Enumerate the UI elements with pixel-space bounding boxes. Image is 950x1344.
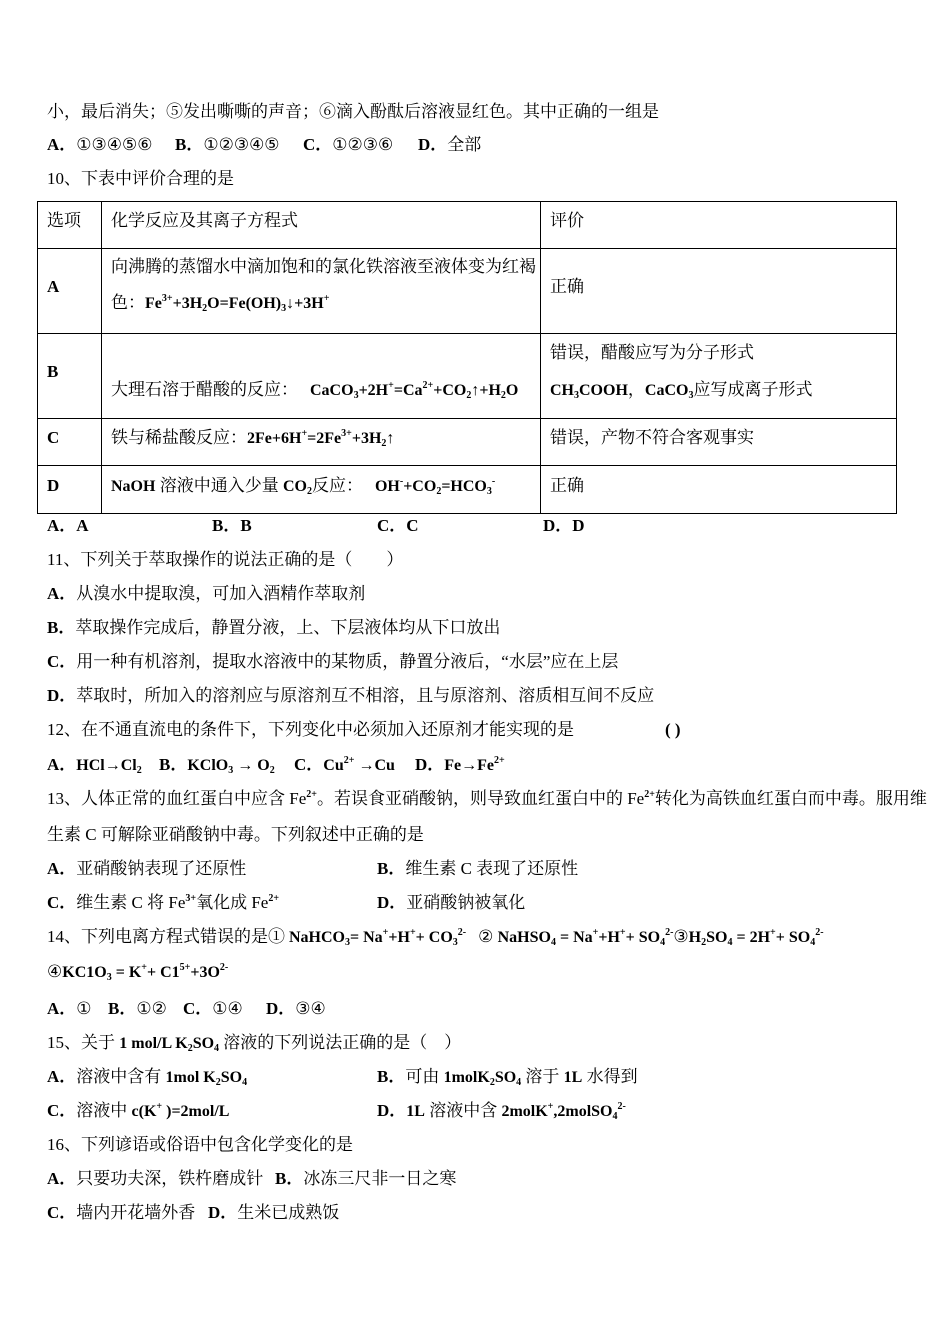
reaction-text: 大理石溶于醋酸的反应： xyxy=(111,380,298,399)
formula-text: Cu xyxy=(323,757,344,774)
cell-content xyxy=(102,202,540,231)
question-10-option-d xyxy=(543,516,585,536)
formula-text: 1mol K xyxy=(165,1069,216,1086)
option-label: A． xyxy=(47,859,77,878)
question-13-stem-line-1 xyxy=(47,789,927,809)
option-label: B． xyxy=(275,1169,304,1188)
option-label: D． xyxy=(47,686,77,705)
formula-text: KC1O xyxy=(62,964,107,981)
option-text: 萃取时，所加入的溶剂应与原溶剂互不相溶，且与原溶剂、溶质相互间不反应 xyxy=(76,686,655,705)
formula-text: CaCO xyxy=(310,382,354,399)
formula-text: ↑ xyxy=(386,430,395,447)
stem-text: 转化为高铁血红蛋白而中毒。服用维 xyxy=(654,789,927,808)
subscript: 3 xyxy=(452,937,458,948)
subscript: 2 xyxy=(466,390,472,401)
question-13-stem-line-2 xyxy=(47,825,424,845)
table-row xyxy=(38,249,897,334)
subscript: 4 xyxy=(660,937,666,948)
question-12-option-b xyxy=(159,755,275,775)
cell-content xyxy=(102,466,540,497)
stem-text: 11、下列关于萃取操作的说法正确的是（ ） xyxy=(47,550,404,569)
formula-text: 1molK xyxy=(443,1069,490,1086)
formula-text: O xyxy=(505,382,519,399)
reaction-text: 色： xyxy=(111,293,145,312)
reaction-cell xyxy=(102,466,541,514)
superscript: + xyxy=(770,927,776,938)
formula-text: NaHCO xyxy=(285,929,345,946)
option-text: 溶液中 xyxy=(76,1101,132,1120)
key-cell xyxy=(38,466,102,514)
reaction-cell xyxy=(102,249,541,334)
formula-text: =Ca xyxy=(393,382,423,399)
formula-text: SO xyxy=(220,1069,243,1086)
formula-text: →Cu xyxy=(354,757,395,774)
question-15-option-a xyxy=(47,1067,247,1087)
formula-text: = K xyxy=(111,964,142,981)
superscript: + xyxy=(301,428,308,439)
formula-text: +2H xyxy=(358,382,389,399)
question-9-option-c xyxy=(303,135,393,155)
subscript: 4 xyxy=(612,1111,618,1122)
subscript: 4 xyxy=(516,1077,522,1088)
option-text: ①② xyxy=(136,999,167,1018)
question-16-option-c xyxy=(47,1203,195,1223)
stem-text: 15、关于 xyxy=(47,1033,120,1052)
option-label: D． xyxy=(377,893,407,912)
superscript: 2- xyxy=(815,927,824,938)
subscript: 4 xyxy=(550,937,556,948)
formula-text: +H xyxy=(598,929,620,946)
option-text: ①③④⑤⑥ xyxy=(76,135,153,154)
question-16-option-a xyxy=(47,1169,263,1189)
key-cell xyxy=(38,334,102,419)
key-cell xyxy=(38,249,102,334)
question-15-option-c xyxy=(47,1101,229,1121)
stem-text: 10、下表中评价合理的是 xyxy=(47,169,234,188)
evaluation-text: 应写成离子形式 xyxy=(693,380,813,399)
option-text: 溶液中含 xyxy=(424,1101,502,1120)
option-text: 生米已成熟饭 xyxy=(237,1203,340,1222)
option-label: B． xyxy=(108,999,137,1018)
reaction-line-1 xyxy=(111,249,540,285)
option-label: D． xyxy=(208,1203,238,1222)
option-label: C． xyxy=(303,135,333,154)
superscript: + xyxy=(323,293,330,304)
formula-text: 2molK xyxy=(501,1103,548,1120)
reaction-text: 铁与稀盐酸反应： xyxy=(111,428,247,447)
formula-text: H xyxy=(688,929,702,946)
formula-text: ,2molSO xyxy=(553,1103,613,1120)
formula-text: CaCO xyxy=(644,382,689,399)
formula-text: + SO xyxy=(625,929,661,946)
superscript: + xyxy=(388,380,394,391)
question-10-option-c xyxy=(377,516,419,536)
superscript: 2- xyxy=(665,927,674,938)
superscript: 2- xyxy=(617,1101,626,1112)
question-13-option-d xyxy=(377,893,525,913)
cell-content xyxy=(102,334,540,401)
question-15-stem xyxy=(47,1033,461,1053)
option-text: ①②③④⑤ xyxy=(203,135,280,154)
formula-text: Fe xyxy=(145,295,162,312)
subscript: 3 xyxy=(106,972,112,983)
reaction-cell xyxy=(102,419,541,466)
subscript: 2 xyxy=(136,765,142,776)
formula-text: =HCO xyxy=(441,478,487,495)
option-text: C xyxy=(406,516,419,535)
stem-text: 生素 C 可解除亚硝酸钠中毒。下列叙述中正确的是 xyxy=(47,825,424,844)
formula-text: SO xyxy=(706,929,728,946)
option-label: B． xyxy=(377,1067,406,1086)
formula-text: Fe→Fe xyxy=(444,757,495,774)
evaluation-text: 正确 xyxy=(550,476,584,495)
option-text: 从溴水中提取溴，可加入酒精作萃取剂 xyxy=(76,584,366,603)
subscript: 3 xyxy=(281,303,287,314)
formula-text: 1 mol/L K xyxy=(119,1035,188,1052)
question-14-option-d xyxy=(266,999,326,1019)
formula-text: → O xyxy=(233,757,270,774)
subscript: 2 xyxy=(701,937,707,948)
superscript: + xyxy=(409,927,416,938)
question-14-option-b xyxy=(108,999,167,1019)
formula-text: c(K xyxy=(131,1103,157,1120)
stem-text: 14、下列电离方程式错误的是 xyxy=(47,927,268,946)
row-key: D xyxy=(47,476,60,495)
cell-content xyxy=(38,334,101,382)
cell-content xyxy=(541,249,896,297)
formula-text: +CO xyxy=(433,382,467,399)
option-label: A． xyxy=(47,1067,77,1086)
formula-text: KClO xyxy=(187,757,229,774)
evaluation-line-1 xyxy=(550,334,896,371)
evaluation-text: 错误，产物不符合客观事实 xyxy=(550,428,754,447)
option-label: A． xyxy=(47,1169,77,1188)
item-number: ① xyxy=(268,927,285,946)
formula-text: O=Fe(OH) xyxy=(207,295,282,312)
subscript: 2 xyxy=(215,1077,221,1088)
option-label: A． xyxy=(47,999,77,1018)
formula-text: = 2H xyxy=(732,929,771,946)
cell-content xyxy=(102,419,540,449)
stem-text: 溶液的下列说法正确的是（ ） xyxy=(219,1033,462,1052)
formula-text: + C1 xyxy=(146,964,180,981)
question-10-stem xyxy=(47,169,234,189)
option-text: 冰冻三尺非一日之寒 xyxy=(303,1169,457,1188)
option-label: C． xyxy=(183,999,213,1018)
superscript: + xyxy=(592,927,599,938)
formula-text: CO xyxy=(282,478,307,495)
option-text: D xyxy=(572,516,585,535)
item-number: ③ xyxy=(673,927,689,946)
superscript: - xyxy=(491,476,496,487)
evaluation-text: 正确 xyxy=(550,277,584,296)
item-number: ② xyxy=(478,927,498,946)
row-key: A xyxy=(47,277,60,296)
option-text: 维生素 C 将 Fe xyxy=(76,893,186,912)
evaluation-cell xyxy=(541,466,897,514)
stem-text: 12、在不通直流电的条件下，下列变化中必须加入还原剂才能实现的是 xyxy=(47,720,574,739)
option-text: ③④ xyxy=(295,999,326,1018)
formula-text: Fe xyxy=(289,789,307,808)
superscript: 3+ xyxy=(185,893,197,904)
option-label: A． xyxy=(47,755,77,774)
formula-text: COOH xyxy=(579,382,628,399)
option-text: ①④ xyxy=(212,999,243,1018)
question-16-stem xyxy=(47,1135,353,1155)
subscript: 4 xyxy=(214,1043,220,1054)
subscript: 2 xyxy=(187,1043,193,1054)
subscript: 3 xyxy=(228,765,234,776)
question-11-option-d xyxy=(47,686,654,706)
stem-text: 13、人体正常的血红蛋白中应含 xyxy=(47,789,290,808)
subscript: 2 xyxy=(202,303,208,314)
subscript: 3 xyxy=(345,937,350,948)
superscript: + xyxy=(619,927,626,938)
question-9-option-b xyxy=(175,135,280,155)
option-label: A． xyxy=(47,584,77,603)
option-label: B． xyxy=(47,618,76,637)
option-text: 可由 xyxy=(405,1067,444,1086)
formula-text: Fe xyxy=(627,789,645,808)
question-11-stem xyxy=(47,550,403,570)
question-13-option-a xyxy=(47,859,246,879)
superscript: 2+ xyxy=(306,789,317,800)
formula-text: + SO xyxy=(775,929,811,946)
superscript: 3+ xyxy=(161,293,173,304)
table-row xyxy=(38,419,897,466)
subscript: 3 xyxy=(574,390,579,401)
question-15-option-b xyxy=(377,1067,638,1087)
option-text: 全部 xyxy=(447,135,482,154)
reaction-text: 溶液中通入少量 xyxy=(155,476,283,495)
stem-text: 小，最后消失；⑤发出嘶嘶的声音；⑥滴入酚酞后溶液显红色。其中正确的一组是 xyxy=(47,102,659,121)
subscript: 2 xyxy=(489,1077,495,1088)
formula-text: +CO xyxy=(403,478,437,495)
formula-text: SO xyxy=(192,1035,215,1052)
evaluation-cell xyxy=(541,419,897,466)
option-label: D． xyxy=(266,999,296,1018)
option-label: D． xyxy=(377,1101,407,1120)
option-label: C． xyxy=(47,1203,77,1222)
formula-text: 2Fe+6H xyxy=(247,430,302,447)
formula-text: + CO xyxy=(415,929,453,946)
option-label: D． xyxy=(418,135,448,154)
item-number: ④ xyxy=(47,962,63,981)
superscript: 2- xyxy=(457,927,467,938)
option-label: C． xyxy=(47,652,77,671)
cell-content xyxy=(38,466,101,496)
stem-text: 。若误食亚硝酸钠，则导致血红蛋白中的 xyxy=(316,789,628,808)
option-text: 溶于 xyxy=(521,1067,564,1086)
cell-content xyxy=(541,202,896,231)
formula-text: = Na xyxy=(350,929,383,946)
subscript: 4 xyxy=(810,937,816,948)
header-cell xyxy=(102,202,541,249)
cell-content xyxy=(541,419,896,448)
cell-content xyxy=(38,419,101,448)
header-evaluation: 评价 xyxy=(550,211,584,230)
option-text: 水得到 xyxy=(582,1067,638,1086)
superscript: + xyxy=(382,927,389,938)
superscript: 2+ xyxy=(494,755,505,766)
option-label: B． xyxy=(175,135,204,154)
evaluation-cell xyxy=(541,249,897,334)
formula-text: HCl→Cl xyxy=(76,757,137,774)
question-16-option-d xyxy=(208,1203,339,1223)
formula-text: OH xyxy=(374,478,400,495)
option-label: A． xyxy=(47,135,77,154)
formula-text: +3H xyxy=(351,430,382,447)
option-text: 维生素 C 表现了还原性 xyxy=(405,859,579,878)
option-label: B． xyxy=(212,516,241,535)
question-13-option-b xyxy=(377,859,578,879)
superscript: + xyxy=(547,1101,554,1112)
option-text: 溶液中含有 xyxy=(76,1067,166,1086)
formula-text: +3H xyxy=(172,295,203,312)
question-11-option-c xyxy=(47,652,618,672)
question-14-stem-line-2 xyxy=(47,962,228,982)
question-9-option-a xyxy=(47,135,152,155)
option-label: D． xyxy=(415,755,445,774)
option-text: ①②③⑥ xyxy=(332,135,394,154)
table-row xyxy=(38,334,897,419)
option-text: 亚硝酸钠表现了还原性 xyxy=(76,859,247,878)
evaluation-line-2 xyxy=(550,371,896,409)
header-reaction: 化学反应及其离子方程式 xyxy=(111,211,298,230)
table-header-row xyxy=(38,202,897,249)
question-10-option-a xyxy=(47,516,89,536)
formula-text: ↓+3H xyxy=(286,295,324,312)
cell-content xyxy=(102,249,540,322)
option-text: 氧化成 Fe xyxy=(196,893,269,912)
option-text: 萃取操作完成后，静置分液，上、下层液体均从下口放出 xyxy=(75,618,501,637)
question-9-option-d xyxy=(418,135,481,155)
superscript: - xyxy=(399,476,404,487)
subscript: 4 xyxy=(242,1077,248,1088)
question-14-option-a xyxy=(47,999,92,1019)
subscript: 2 xyxy=(381,438,387,449)
superscript: 2- xyxy=(219,962,229,973)
question-13-option-c xyxy=(47,893,279,913)
option-text: 亚硝酸钠被氧化 xyxy=(406,893,526,912)
option-label: B． xyxy=(159,755,188,774)
answer-bracket xyxy=(665,720,681,740)
reaction-cell xyxy=(102,334,541,419)
subscript: 3 xyxy=(688,390,694,401)
question-12-stem xyxy=(47,720,574,740)
row-key: B xyxy=(47,362,59,381)
question-14-stem-line-1 xyxy=(47,927,824,947)
option-text: B xyxy=(240,516,252,535)
cell-content xyxy=(38,202,101,231)
question-12-option-c xyxy=(294,755,395,775)
superscript: 5+ xyxy=(179,962,191,973)
option-text: ① xyxy=(76,999,92,1018)
header-option: 选项 xyxy=(47,211,81,230)
superscript: 3+ xyxy=(341,428,352,439)
formula-text: CH xyxy=(550,382,574,399)
option-text: A xyxy=(76,516,89,535)
cell-content xyxy=(541,466,896,496)
option-label: C． xyxy=(294,755,324,774)
superscript: 2+ xyxy=(644,789,655,800)
formula-text: 1L xyxy=(406,1103,425,1120)
question-12-option-a xyxy=(47,755,142,775)
header-cell xyxy=(38,202,102,249)
subscript: 2 xyxy=(306,486,312,497)
superscript: + xyxy=(156,1101,163,1112)
superscript: 2+ xyxy=(422,380,434,391)
cell-content xyxy=(541,334,896,409)
option-text: 用一种有机溶剂，提取水溶液中的某物质，静置分液后，“水层”应在上层 xyxy=(76,652,619,671)
superscript: 2+ xyxy=(268,893,280,904)
option-text: 墙内开花墙外香 xyxy=(76,1203,196,1222)
superscript: + xyxy=(141,962,147,973)
stem-text: 16、下列谚语或俗语中包含化学变化的是 xyxy=(47,1135,353,1154)
evaluation-text: ， xyxy=(627,380,645,399)
subscript: 2 xyxy=(500,390,506,401)
question-11-option-b xyxy=(47,618,500,638)
option-text: 只要功夫深，铁杵磨成针 xyxy=(76,1169,264,1188)
key-cell xyxy=(38,419,102,466)
formula-text: ↑+H xyxy=(471,382,501,399)
subscript: 4 xyxy=(727,937,733,948)
formula-text: NaHSO xyxy=(497,929,551,946)
subscript: 3 xyxy=(353,390,359,401)
formula-text: )=2mol/L xyxy=(162,1103,230,1120)
option-label: D． xyxy=(543,516,573,535)
formula-text: NaOH xyxy=(111,478,156,495)
bracket-text: ( ) xyxy=(665,720,681,739)
reaction-text: 向沸腾的蒸馏水中滴加饱和的氯化铁溶液至液体变为红褐 xyxy=(111,257,536,276)
subscript: 2 xyxy=(269,765,275,776)
question-12-option-d xyxy=(415,755,505,775)
reaction-line-2 xyxy=(111,285,540,322)
evaluation-table xyxy=(37,201,897,514)
header-cell xyxy=(541,202,897,249)
subscript: 3 xyxy=(486,486,492,497)
formula-text: +H xyxy=(388,929,410,946)
evaluation-cell xyxy=(541,334,897,419)
option-label: C． xyxy=(377,516,407,535)
option-label: B． xyxy=(377,859,406,878)
formula-text: +3O xyxy=(190,964,220,981)
option-label: C． xyxy=(47,1101,77,1120)
formula-text: SO xyxy=(494,1069,517,1086)
question-11-option-a xyxy=(47,584,365,604)
question-9-stem xyxy=(47,102,659,122)
option-label: A． xyxy=(47,516,77,535)
row-key: C xyxy=(47,428,60,447)
question-16-option-b xyxy=(275,1169,456,1189)
subscript: 2 xyxy=(436,486,442,497)
question-15-option-d xyxy=(377,1101,626,1121)
evaluation-text: 错误，醋酸应写为分子形式 xyxy=(550,343,754,362)
option-label: C． xyxy=(47,893,77,912)
table-row xyxy=(38,466,897,514)
question-10-option-b xyxy=(212,516,252,536)
cell-content xyxy=(38,249,101,297)
formula-text: =2Fe xyxy=(307,430,342,447)
reaction-text: 反应： xyxy=(311,476,363,495)
formula-text: = Na xyxy=(555,929,593,946)
question-14-option-c xyxy=(183,999,243,1019)
formula-text: 1L xyxy=(563,1069,583,1086)
superscript: 2+ xyxy=(343,755,355,766)
